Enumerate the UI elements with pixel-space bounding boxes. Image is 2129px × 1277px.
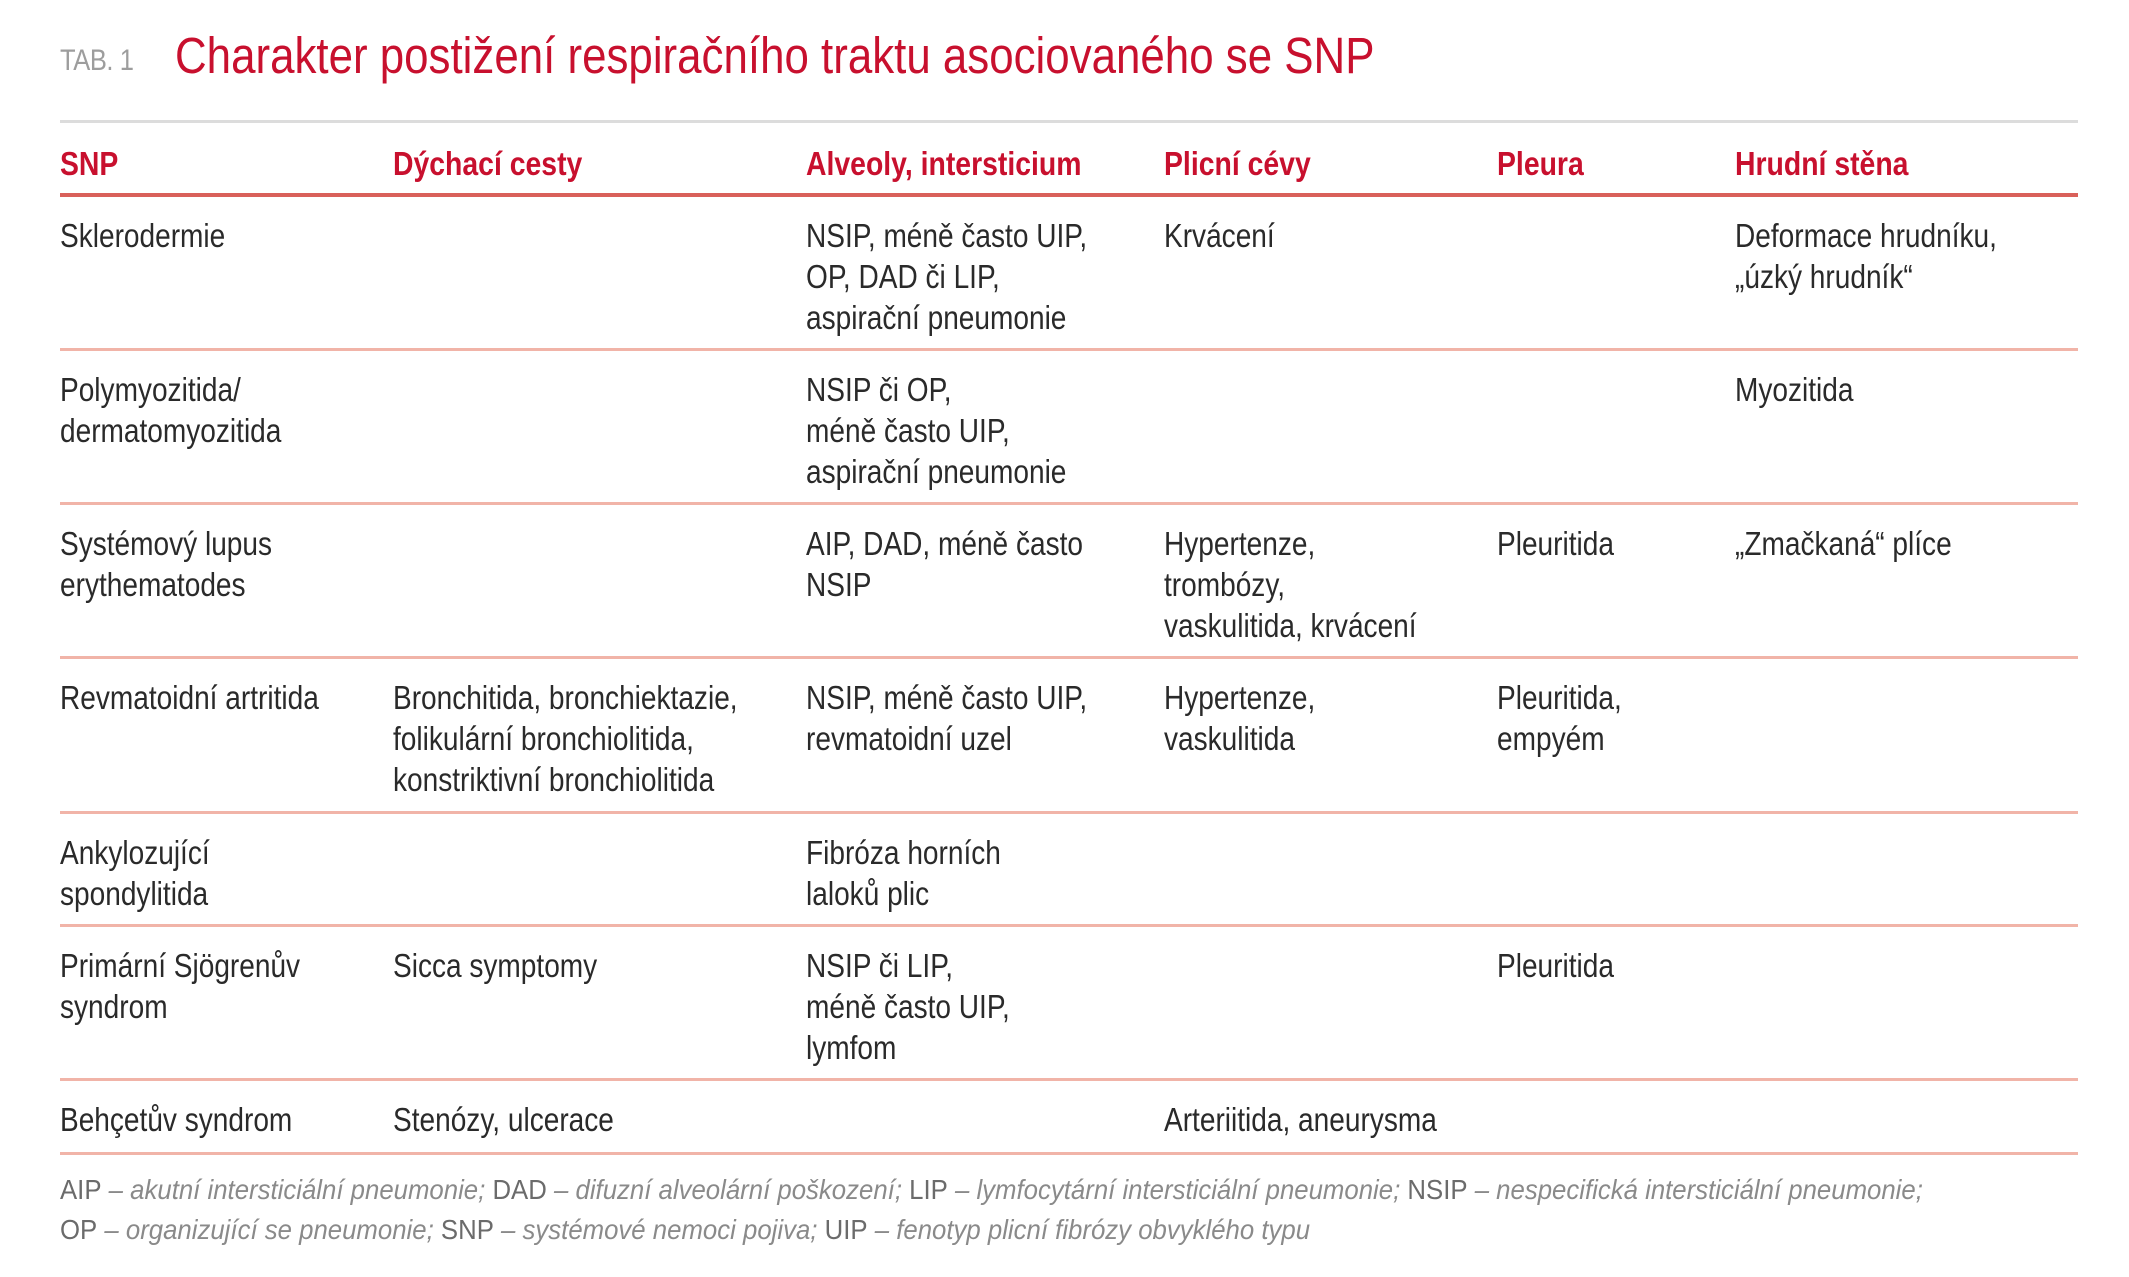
cell-text-line: Systémový lupus bbox=[60, 525, 273, 562]
cell-text-line: Fibróza horních bbox=[806, 834, 1001, 871]
abbreviation: SNP bbox=[440, 1214, 494, 1245]
abbreviation-definition: – difuzní alveolární poškození; bbox=[546, 1174, 910, 1205]
cell-hrudni-stena bbox=[1735, 523, 1990, 564]
cell-snp bbox=[60, 523, 309, 605]
footnote-line bbox=[60, 1170, 1923, 1210]
table-row bbox=[60, 927, 2078, 1081]
cell-pleura bbox=[1497, 523, 1635, 564]
cell-text-line: dermatomyozitida bbox=[60, 412, 282, 449]
cell-text-line: lymfom bbox=[806, 1029, 897, 1066]
table-row bbox=[60, 659, 2078, 814]
data-table bbox=[60, 120, 2078, 1155]
cell-pleura bbox=[1497, 677, 1644, 759]
abbreviation: UIP bbox=[824, 1214, 868, 1245]
abbreviation-definition: – organizující se pneumonie; bbox=[97, 1214, 441, 1245]
table-row bbox=[60, 197, 2078, 351]
cell-text-line: Deformace hrudníku, bbox=[1735, 217, 1997, 254]
cell-text-line: NSIP či OP, bbox=[806, 371, 952, 408]
column-header-label: Alveoly, intersticium bbox=[806, 145, 1082, 182]
table-row bbox=[60, 814, 2078, 927]
cell-text-line: „Zmačkaná“ plíce bbox=[1735, 525, 1952, 562]
column-header-dychaci-cesty bbox=[393, 145, 613, 183]
cell-alveoly bbox=[806, 369, 1112, 492]
abbreviation: LIP bbox=[909, 1174, 948, 1205]
cell-text-line: méně často UIP, bbox=[806, 412, 1010, 449]
abbreviation: OP bbox=[60, 1214, 98, 1245]
table-body bbox=[60, 197, 2078, 1155]
cell-text-line: Pleuritida bbox=[1497, 525, 1614, 562]
cell-snp bbox=[60, 215, 254, 256]
abbreviation: NSIP bbox=[1407, 1174, 1468, 1205]
cell-hrudni-stena bbox=[1735, 215, 2043, 297]
cell-dychaci-cesty bbox=[393, 677, 798, 800]
footnote-line bbox=[60, 1210, 1923, 1250]
abbreviation: AIP bbox=[60, 1174, 102, 1205]
cell-text-line: Hypertenze, bbox=[1164, 525, 1316, 562]
cell-text-line: aspirační pneumonie bbox=[806, 299, 1067, 336]
cell-text-line: revmatoidní uzel bbox=[806, 720, 1012, 757]
cell-text-line: vaskulitida bbox=[1164, 720, 1295, 757]
cell-text-line: trombózy, bbox=[1164, 566, 1286, 603]
cell-text-line: laloků plic bbox=[806, 875, 930, 912]
cell-text-line: Ankylozující bbox=[60, 834, 210, 871]
cell-text-line: Krvácení bbox=[1164, 217, 1275, 254]
column-header-snp bbox=[60, 145, 128, 183]
table-number-label: TAB. 1 bbox=[60, 44, 134, 77]
cell-dychaci-cesty bbox=[393, 945, 633, 986]
cell-text-line: empyém bbox=[1497, 720, 1605, 757]
cell-plicni-cevy bbox=[1164, 1099, 1485, 1140]
cell-text-line: méně často UIP, bbox=[806, 988, 1010, 1025]
cell-snp bbox=[60, 1099, 333, 1140]
abbreviation-definition: – fenotyp plicní fibrózy obvyklého typu bbox=[867, 1214, 1311, 1245]
column-header-label: Dýchací cesty bbox=[393, 145, 583, 182]
cell-text-line: erythematodes bbox=[60, 566, 246, 603]
cell-text-line: AIP, DAD, méně často bbox=[806, 525, 1083, 562]
cell-dychaci-cesty bbox=[393, 1099, 653, 1140]
column-header-label: Pleura bbox=[1497, 145, 1584, 182]
table-header-row bbox=[60, 123, 2078, 197]
cell-text-line: Primární Sjögrenův bbox=[60, 947, 301, 984]
column-header-pleura bbox=[1497, 145, 1598, 183]
cell-text-line: Myozitida bbox=[1735, 371, 1854, 408]
table-row bbox=[60, 505, 2078, 659]
cell-text-line: Bronchitida, bronchiektazie, bbox=[393, 679, 738, 716]
cell-text-line: konstriktivní bronchiolitida bbox=[393, 761, 715, 798]
cell-text-line: Arteriitida, aneurysma bbox=[1164, 1101, 1437, 1138]
cell-text-line: NSIP, méně často UIP, bbox=[806, 217, 1088, 254]
cell-text-line: „úzký hrudník“ bbox=[1735, 258, 1913, 295]
abbreviation-definition: – akutní intersticiální pneumonie; bbox=[101, 1174, 493, 1205]
cell-text-line: OP, DAD či LIP, bbox=[806, 258, 1000, 295]
column-header-hrudni-stena bbox=[1735, 145, 1937, 183]
cell-text-line: syndrom bbox=[60, 988, 168, 1025]
cell-text-line: Pleuritida, bbox=[1497, 679, 1622, 716]
cell-alveoly bbox=[806, 523, 1132, 605]
cell-text-line: vaskulitida, krvácení bbox=[1164, 607, 1417, 644]
abbreviation: DAD bbox=[492, 1174, 547, 1205]
cell-text-line: NSIP či LIP, bbox=[806, 947, 954, 984]
column-header-label: SNP bbox=[60, 145, 119, 182]
table-title: Charakter postižení respiračního traktu asociovaného se SNP bbox=[175, 27, 1375, 84]
cell-text-line: Hypertenze, bbox=[1164, 679, 1316, 716]
cell-text-line: Pleuritida bbox=[1497, 947, 1614, 984]
cell-text-line: NSIP, méně často UIP, bbox=[806, 679, 1088, 716]
cell-text-line: Sicca symptomy bbox=[393, 947, 598, 984]
cell-alveoly bbox=[806, 832, 1035, 914]
cell-hrudni-stena bbox=[1735, 369, 1874, 410]
cell-plicni-cevy bbox=[1164, 677, 1342, 759]
cell-snp bbox=[60, 945, 342, 1027]
abbreviation-definition: – lymfocytární intersticiální pneumonie; bbox=[947, 1174, 1408, 1205]
cell-text-line: spondylitida bbox=[60, 875, 209, 912]
cell-text-line: aspirační pneumonie bbox=[806, 453, 1067, 490]
cell-alveoly bbox=[806, 677, 1137, 759]
table-footnote bbox=[60, 1170, 2085, 1250]
cell-text-line: Polymyozitida/ bbox=[60, 371, 241, 408]
cell-text-line: Revmatoidní artritida bbox=[60, 679, 319, 716]
table-row bbox=[60, 351, 2078, 505]
cell-text-line: folikulární bronchiolitida, bbox=[393, 720, 694, 757]
column-header-alveoly bbox=[806, 145, 1126, 183]
column-header-label: Plicní cévy bbox=[1164, 145, 1311, 182]
cell-plicni-cevy bbox=[1164, 215, 1294, 256]
cell-alveoly bbox=[806, 215, 1137, 338]
cell-snp bbox=[60, 677, 364, 718]
cell-alveoly bbox=[806, 945, 1046, 1068]
cell-text-line: NSIP bbox=[806, 566, 872, 603]
abbreviation-definition: – nespecifická intersticiální pneumonie; bbox=[1467, 1174, 1923, 1205]
column-header-label: Hrudní stěna bbox=[1735, 145, 1909, 182]
cell-text-line: Sklerodermie bbox=[60, 217, 226, 254]
cell-snp bbox=[60, 832, 236, 914]
cell-snp bbox=[60, 369, 320, 451]
cell-text-line: Stenózy, ulcerace bbox=[393, 1101, 614, 1138]
cell-plicni-cevy bbox=[1164, 523, 1461, 646]
column-header-plicni-cevy bbox=[1164, 145, 1335, 183]
abbreviation-definition: – systémové nemoci pojiva; bbox=[493, 1214, 825, 1245]
cell-text-line: Behçetův syndrom bbox=[60, 1101, 293, 1138]
cell-pleura bbox=[1497, 945, 1635, 986]
table-row bbox=[60, 1081, 2078, 1155]
